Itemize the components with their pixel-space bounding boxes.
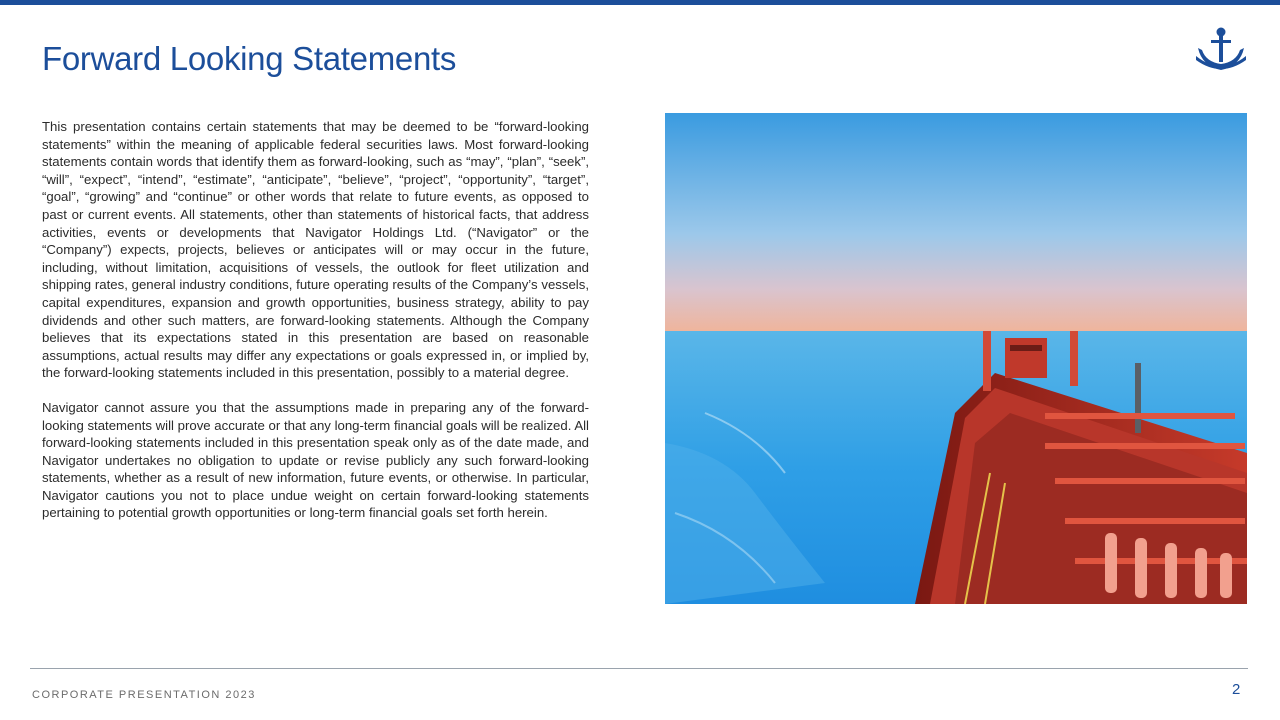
disclaimer-paragraph-2: Navigator cannot assure you that the assumptions made in preparing any of the forward-looking statements will prove accurate or that any long-term financial goals will be realized. All forward-looking statements included in this presentation speak only as of the date made, and Navigator undertakes no obligation to update or revise publicly any such forward-looking statements, whether as a result of new information, future events, or otherwise. In particular, Navigator cautions you not to place undue weight on certain forward-looking statements pertaining to potential growth opportunities or long-term financial goals set forth herein. [42,399,589,521]
footer-label: CORPORATE PRESENTATION 2023 [32,689,256,701]
disclaimer-paragraph-1: This presentation contains certain statements that may be deemed to be “forward-looking statements” within the meaning of applicable federal securities laws. Most forward-looking statements contain words that identify them as forward-looking, such as “may”, “plan”, “seek”, “will”, “expect”, “intend”, “estimate”, “anticipate”, “believe”, “project”, “opportunity”, “target”, “goal”, “growing” and “continue” or other words that relate to future events, as opposed to past or current events. All statements, other than statements of historical facts, that address activities, events or developments that Navigator Holdings Ltd. (“Navigator” or the “Company”) expects, projects, believes or anticipates will or may occur in the future, including, without limitation, acquisitions of vessels, the outlook for fleet utilization and shipping rates, general industry conditions, future operating results of the Company’s vessels, capital expenditures, expansion and growth opportunities, business strategy, ability to pay dividends and other such matters, are forward-looking statements. Although the Company believes that its expectations stated in this presentation are based on reasonable assumptions, actual results may differ any expectations or goals expressed in, or implied by, the forward-looking statements included in this presentation, possibly to a material degree. [42,119,589,381]
disclaimer-text [42,118,589,539]
page-number: 2 [1232,681,1241,698]
page-title: Forward Looking Statements [42,40,457,77]
tanker-ship-photo [665,113,1247,604]
anchor-logo-icon [1194,26,1248,76]
top-accent-bar [0,0,1280,5]
footer-divider [30,668,1248,669]
